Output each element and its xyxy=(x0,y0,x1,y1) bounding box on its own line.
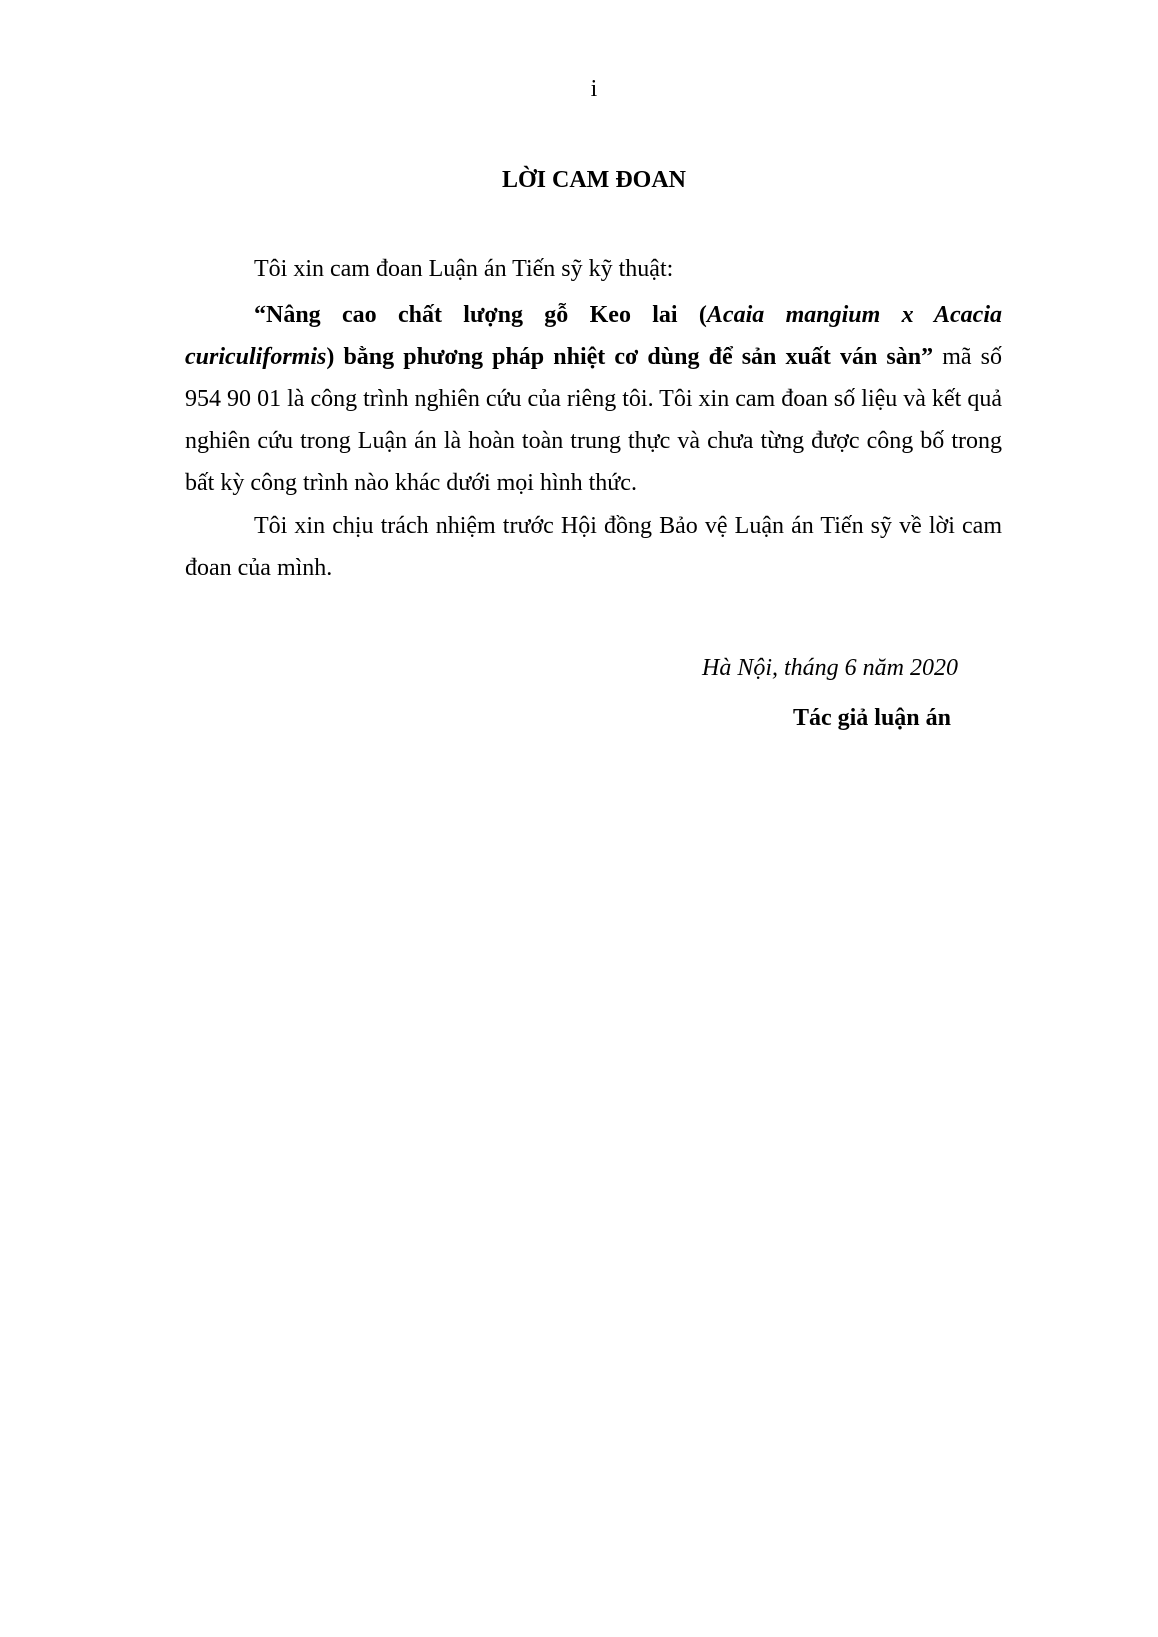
place-date: Hà Nội, tháng 6 năm 2020 xyxy=(701,655,958,681)
responsibility-paragraph: Tôi xin chịu trách nhiệm trước Hội đồng Bảo vệ Luận án Tiến sỹ về lời cam đoan của mình. xyxy=(185,513,1002,581)
declaration-intro-paragraph: Tôi xin cam đoan Luận án Tiến sỹ kỹ thuật: xyxy=(254,256,674,282)
page-number: i xyxy=(590,76,598,102)
thesis-title xyxy=(185,302,1002,370)
author-label: Tác giả luận án xyxy=(792,705,951,731)
declaration-statement: mã số 954 90 01 là công trình nghiên cứu của riêng tôi. Tôi xin cam đoan số liệu và kết quả nghiên cứu trong Luận án là hoàn toàn trung thực và chưa từng được công bố trong bất kỳ công trình nào khác dưới mọi hình thức. xyxy=(185,344,1002,496)
thesis-title-open: “Nâng cao chất lượng gỗ Keo lai ( xyxy=(254,302,707,328)
thesis-title-close: ) bằng phương pháp nhiệt cơ dùng để sản xuất ván sàn” xyxy=(326,344,934,370)
thesis-title-paragraph xyxy=(185,294,1002,504)
scientific-name: Acaia mangium x Acacia curiculiformis xyxy=(185,302,1002,370)
page-title: LỜI CAM ĐOAN xyxy=(502,167,686,193)
